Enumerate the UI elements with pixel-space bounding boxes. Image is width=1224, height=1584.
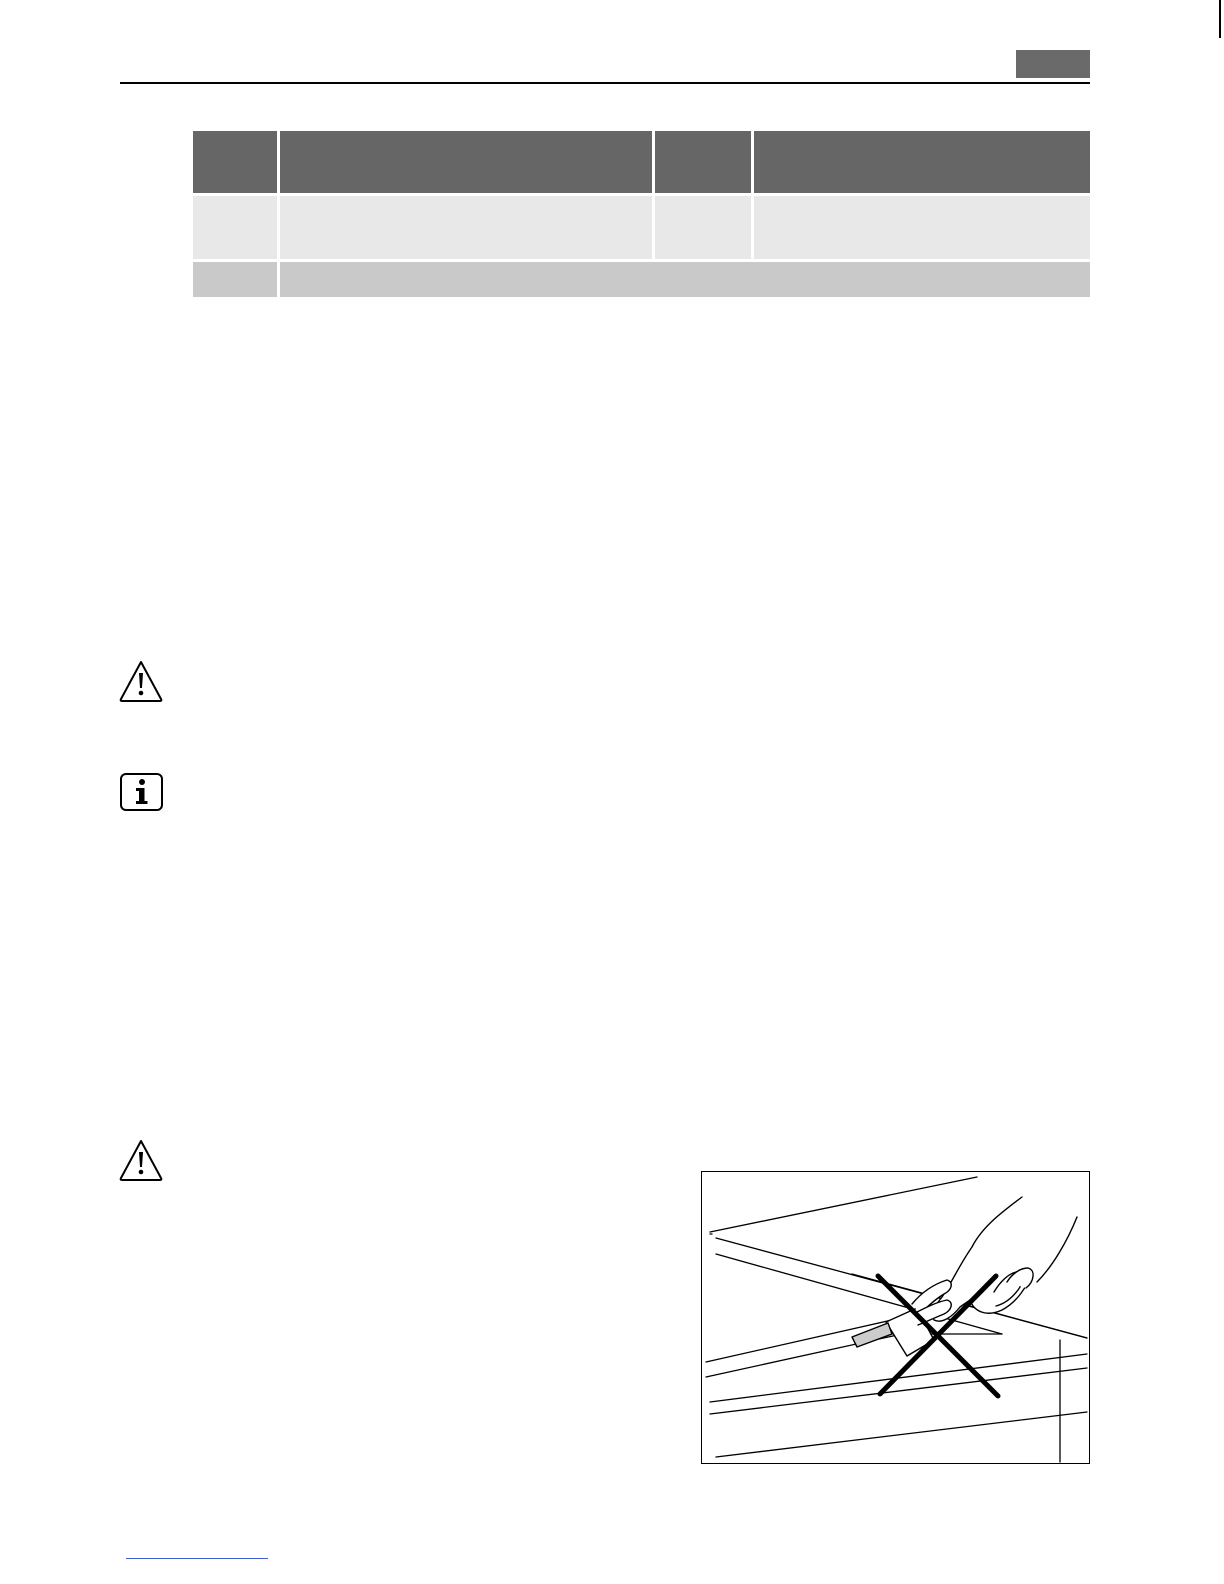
table-footer-cell xyxy=(193,262,280,297)
defrost-illustration xyxy=(701,1171,1090,1464)
table-cell xyxy=(193,196,280,262)
header-language-tab xyxy=(1016,50,1090,78)
table-cell xyxy=(655,196,754,262)
table-header-cell xyxy=(280,131,655,196)
table-header-cell xyxy=(754,131,1090,196)
footer-link[interactable] xyxy=(126,1558,268,1559)
header-rule xyxy=(120,82,1090,84)
warning-triangle-icon xyxy=(118,659,164,703)
table-footer-cell xyxy=(280,262,1090,297)
registration-mark xyxy=(1219,0,1221,38)
table-row xyxy=(193,196,1090,262)
table-header-row xyxy=(193,131,1090,196)
table-header-cell xyxy=(193,131,280,196)
warning-triangle-icon xyxy=(118,1138,164,1182)
table-cell xyxy=(754,196,1090,262)
table-header-cell xyxy=(655,131,754,196)
spec-table xyxy=(193,131,1090,297)
table-footer-row xyxy=(193,262,1090,297)
table-cell xyxy=(280,196,655,262)
info-icon xyxy=(119,772,164,812)
